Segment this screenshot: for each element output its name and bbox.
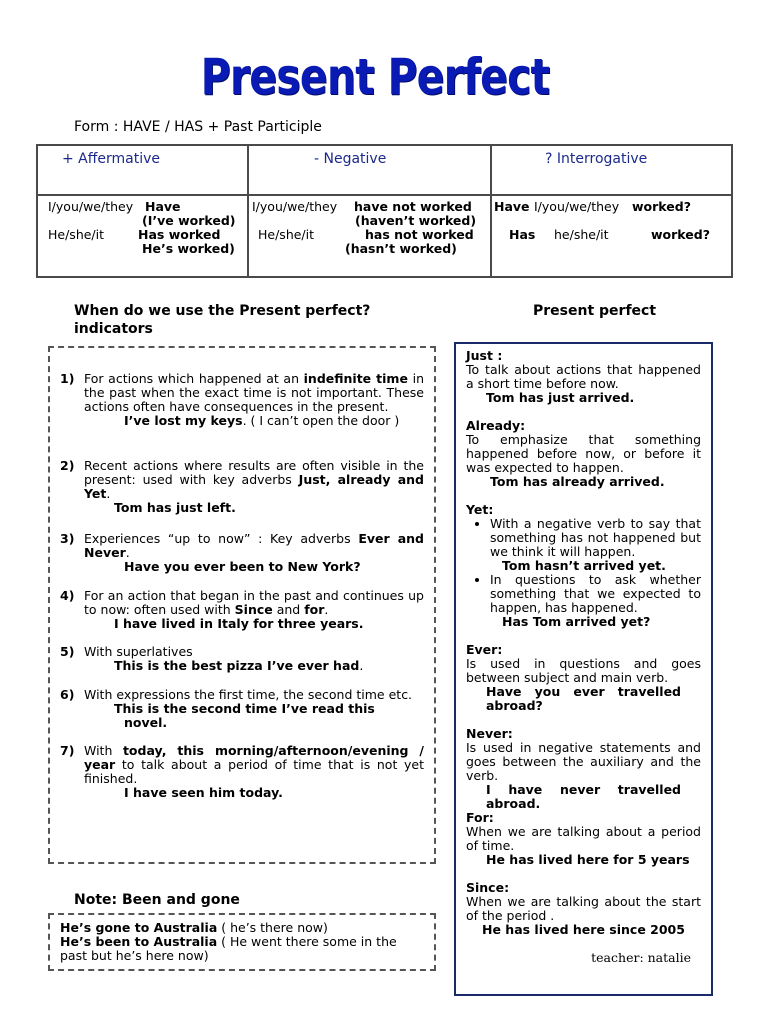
example: I have seen him today. bbox=[124, 785, 283, 800]
yet-list bbox=[466, 517, 701, 559]
note-box bbox=[48, 913, 436, 971]
note-key: He’s gone to Australia bbox=[60, 920, 218, 935]
item-text: With superlatives bbox=[84, 644, 193, 659]
adverb-text: Is used in questions and goes between subject and main verb. bbox=[466, 656, 701, 685]
list-item: • With a negative verb to say that something has not happened but we think it will happen. bbox=[490, 517, 701, 559]
list-item bbox=[60, 688, 424, 730]
teacher-signature: teacher: natalie bbox=[591, 950, 691, 965]
note-text: ( He went there some in the past but he’s here now) bbox=[60, 934, 397, 963]
adverbs-box bbox=[454, 342, 713, 996]
item-text: For an action that began in the past and continues up to now: often used with bbox=[84, 588, 424, 617]
item-number: 6) bbox=[60, 687, 75, 702]
key-phrase: for bbox=[304, 602, 325, 617]
list-item bbox=[60, 589, 424, 631]
list-item bbox=[60, 645, 424, 673]
item-number: 7) bbox=[60, 743, 75, 758]
example: Tom has just left. bbox=[114, 500, 236, 515]
key-phrase: indefinite time bbox=[303, 371, 408, 386]
example: I have lived in Italy for three years. bbox=[114, 616, 364, 631]
header-negative: - Negative bbox=[314, 151, 387, 167]
example: I have never travelled abroad. bbox=[486, 782, 681, 811]
yet-list bbox=[466, 573, 701, 615]
item-number: 3) bbox=[60, 531, 75, 546]
cell-text: He’s worked) bbox=[142, 241, 235, 256]
item-number: 5) bbox=[60, 644, 75, 659]
cell-text: Have bbox=[494, 199, 530, 214]
header-affirmative: + Affermative bbox=[62, 151, 161, 167]
cell-text: He/she/it bbox=[48, 227, 105, 242]
item-text: Recent actions where results are often visible in the present: used with key adverbs bbox=[84, 458, 424, 487]
cell-text: I/you/we/they bbox=[48, 199, 134, 214]
item-text: and bbox=[272, 602, 305, 617]
key-phrase: Ever and Never bbox=[84, 531, 425, 560]
cell-text: Has worked bbox=[138, 227, 221, 242]
adverb-heading: Ever: bbox=[466, 642, 503, 657]
uses-box bbox=[48, 346, 436, 864]
cell-text: has not worked bbox=[365, 227, 474, 242]
adverb-text: Is used in negative statements and goes between the auxiliary and the verb. bbox=[466, 740, 701, 783]
list-item: • In questions to ask whether something that we expected to happen, has happened. bbox=[490, 573, 701, 615]
note-text: ( he’s there now) bbox=[217, 920, 328, 935]
item-text: Experiences “up to now” : Key adverbs bbox=[84, 531, 359, 546]
example: Has Tom arrived yet? bbox=[502, 614, 651, 629]
key-phrase: Since bbox=[234, 602, 273, 617]
item-text: With bbox=[84, 743, 123, 758]
adverb-heading: Already: bbox=[466, 418, 526, 433]
example-note: . bbox=[359, 658, 364, 673]
example: He has lived here for 5 years bbox=[486, 852, 690, 867]
table-divider bbox=[38, 194, 731, 196]
example: I’ve lost my keys bbox=[124, 413, 243, 428]
example: Have you ever travelled abroad? bbox=[486, 684, 681, 713]
cell-text: (hasn’t worked) bbox=[345, 241, 457, 256]
adverb-heading: Just : bbox=[466, 348, 503, 363]
uses-heading: When do we use the Present perfect? bbox=[74, 303, 371, 319]
cell-text: he/she/it bbox=[554, 227, 609, 242]
example: novel. bbox=[124, 715, 168, 730]
item-text: . bbox=[324, 602, 329, 617]
note-heading: Note: Been and gone bbox=[74, 892, 240, 908]
adverb-text: To emphasize that something happened before now, or before it was expected to happen. bbox=[466, 432, 701, 475]
adverb-text: To talk about actions that happened a short time before now. bbox=[466, 362, 701, 391]
note-line bbox=[60, 935, 424, 963]
item-text: . bbox=[106, 486, 111, 501]
adverb-heading: For: bbox=[466, 810, 494, 825]
adverb-heading: Since: bbox=[466, 880, 510, 895]
example: Tom has just arrived. bbox=[486, 390, 635, 405]
indicators-heading: indicators bbox=[74, 321, 153, 337]
cell-text: (haven’t worked) bbox=[355, 213, 477, 228]
list-item bbox=[60, 459, 424, 515]
example: This is the best pizza I’ve ever had bbox=[114, 658, 360, 673]
cell-text: I/you/we/they bbox=[252, 199, 338, 214]
example: Tom hasn’t arrived yet. bbox=[502, 558, 666, 573]
note-line bbox=[60, 921, 424, 935]
cell-text: worked? bbox=[632, 199, 691, 214]
item-number: 2) bbox=[60, 458, 75, 473]
key-phrase: Just, already and Yet bbox=[84, 472, 425, 501]
page-title: Present Perfect bbox=[200, 48, 550, 106]
key-phrase: today, this morning/afternoon/evening / year bbox=[84, 743, 424, 772]
example-note: . ( I can’t open the door ) bbox=[242, 413, 400, 428]
cell-text: He/she/it bbox=[258, 227, 315, 242]
item-number: 1) bbox=[60, 371, 75, 386]
cell-text: worked? bbox=[651, 227, 710, 242]
adverbs-heading: Present perfect bbox=[533, 303, 657, 319]
table-divider bbox=[490, 146, 492, 276]
header-interrogative: ? Interrogative bbox=[545, 151, 648, 167]
example: Tom has already arrived. bbox=[490, 474, 665, 489]
list-item bbox=[60, 532, 424, 574]
cell-text: I/you/we/they bbox=[534, 199, 620, 214]
adverb-text: When we are talking about the start of the period . bbox=[466, 894, 701, 923]
conjugation-table bbox=[36, 144, 733, 278]
item-text: to talk about a period of time that is not yet finished. bbox=[84, 757, 424, 786]
list-item bbox=[60, 744, 424, 800]
item-text: With expressions the first time, the second time etc. bbox=[84, 687, 413, 702]
example: Have you ever been to New York? bbox=[124, 559, 361, 574]
list-item bbox=[60, 372, 424, 428]
adverb-heading: Never: bbox=[466, 726, 513, 741]
item-text: in the past when the exact time is not important. These actions often have consequences in the present. bbox=[84, 371, 424, 414]
note-key: He’s been to Australia bbox=[60, 934, 218, 949]
table-divider bbox=[247, 146, 249, 276]
item-number: 4) bbox=[60, 588, 75, 603]
item-text: For actions which happened at an bbox=[84, 371, 304, 386]
adverb-text: When we are talking about a period of time. bbox=[466, 824, 701, 853]
form-formula: Form : HAVE / HAS + Past Participle bbox=[74, 119, 322, 135]
example: He has lived here since 2005 bbox=[482, 922, 685, 937]
item-text: . bbox=[125, 545, 130, 560]
cell-text: have not worked bbox=[354, 199, 472, 214]
cell-text: Have bbox=[145, 199, 181, 214]
cell-text: (I’ve worked) bbox=[142, 213, 236, 228]
adverb-heading: Yet: bbox=[466, 502, 494, 517]
example: This is the second time I’ve read this bbox=[114, 701, 375, 716]
cell-text: Has bbox=[509, 227, 536, 242]
